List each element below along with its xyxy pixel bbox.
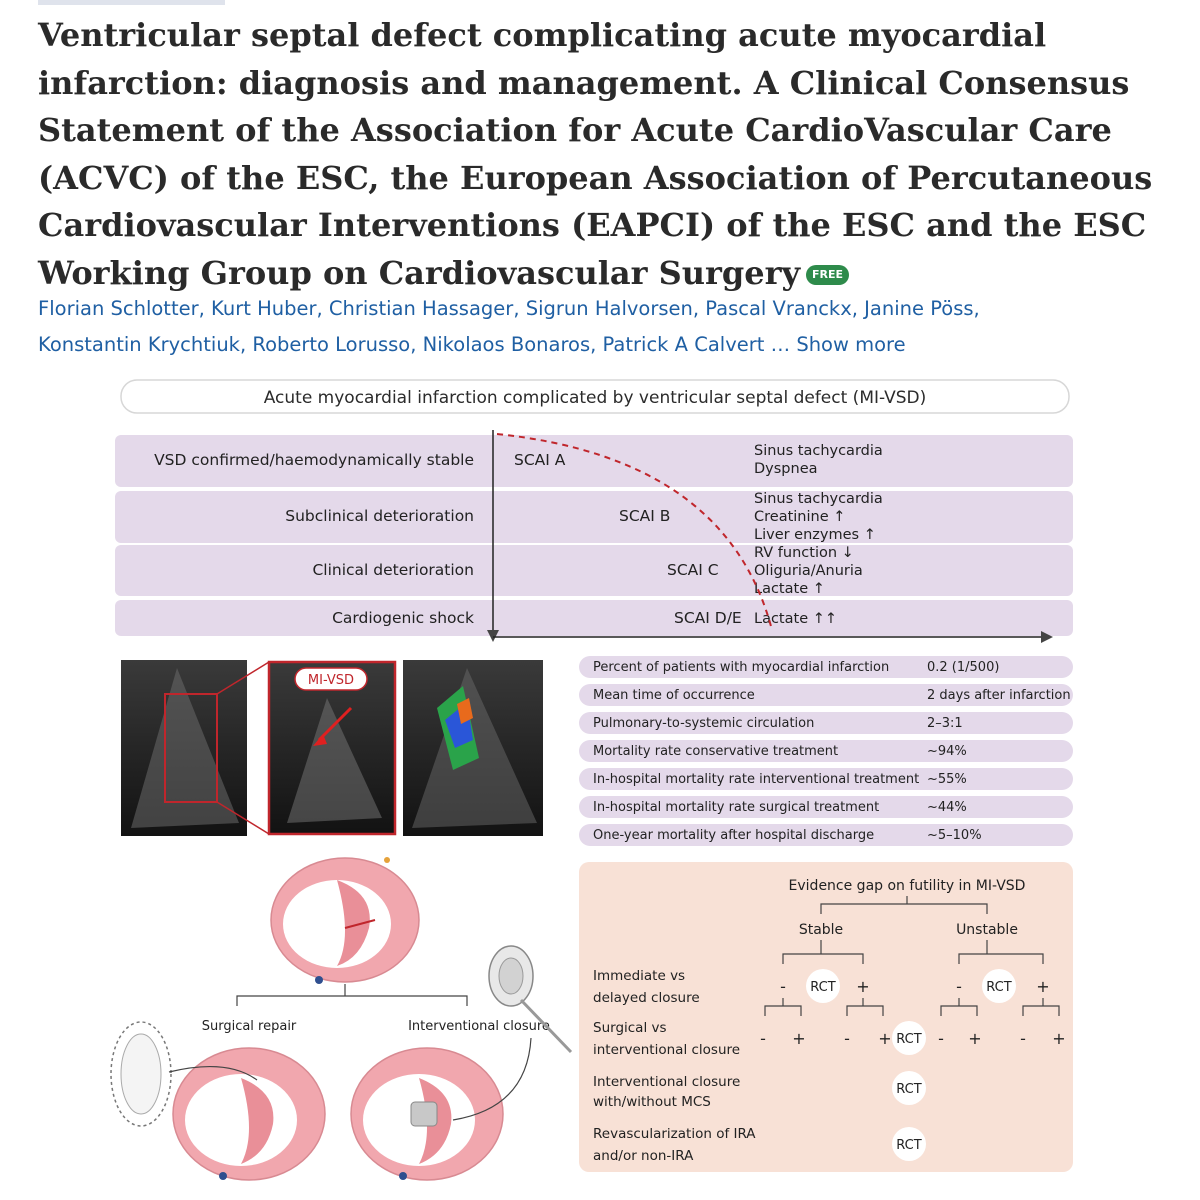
stat-value: 0.2 (1/500) bbox=[927, 660, 1000, 675]
author-link[interactable]: Roberto Lorusso bbox=[252, 333, 411, 356]
stage-bar bbox=[115, 491, 1073, 543]
article-title-text: Ventricular septal defect complicating acute myocardial infarction: diagnosis and management. A Clinical Consensus Statement of the Association for Acute CardioVascular Care (ACVC) of the ESC, the European Association of Percutaneous Cardiovascular Interventions (EAPCI) of the ESC and the ESC Working Group on Cardiovascular Surgery bbox=[38, 16, 1153, 292]
heart-illustration-interventional bbox=[351, 1048, 503, 1180]
heart-illustration-top bbox=[271, 857, 419, 984]
plus-sign: + bbox=[878, 1029, 892, 1048]
stat-label: Mortality rate conservative treatment bbox=[593, 744, 839, 759]
plus-sign: + bbox=[856, 977, 870, 996]
evidence-question: Immediate vs bbox=[593, 968, 686, 984]
stat-value: ~94% bbox=[927, 744, 967, 759]
stat-label: One-year mortality after hospital discharge bbox=[593, 828, 875, 843]
plus-sign: + bbox=[968, 1029, 982, 1048]
interventional-closure-label: Interventional closure bbox=[408, 1019, 550, 1034]
stat-value: ~55% bbox=[927, 772, 967, 787]
clinical-sign: Liver enzymes ↑ bbox=[754, 527, 876, 543]
minus-sign: - bbox=[1020, 1029, 1026, 1048]
stage-bar bbox=[115, 545, 1073, 596]
minus-sign: - bbox=[938, 1029, 944, 1048]
scai-stage: SCAI A bbox=[514, 451, 566, 469]
clinical-sign: Lactate ↑↑ bbox=[754, 611, 838, 627]
stage-bar bbox=[115, 600, 1073, 636]
stage-label: Clinical deterioration bbox=[312, 561, 474, 579]
clinical-sign: Sinus tachycardia bbox=[754, 491, 883, 507]
scai-stage: SCAI C bbox=[667, 561, 719, 579]
free-badge: FREE bbox=[806, 265, 849, 285]
stage-label: Cardiogenic shock bbox=[332, 609, 474, 627]
tab-indicator bbox=[38, 0, 225, 5]
minus-sign: - bbox=[844, 1029, 850, 1048]
plus-sign: + bbox=[1052, 1029, 1066, 1048]
evidence-question: interventional closure bbox=[593, 1042, 741, 1058]
clinical-sign: RV function ↓ bbox=[754, 545, 854, 561]
stable-label: Stable bbox=[798, 922, 844, 938]
author-list: Florian Schlotter, Kurt Huber, Christian Hassager, Sigrun Halvorsen, Pascal Vranckx, Janine Pöss, Konstantin Krychtiuk, Roberto Lorusso, Nikolaos Bonaros, Patrick A Calvert … Show more bbox=[38, 297, 980, 356]
stat-value: 2–3:1 bbox=[927, 716, 963, 731]
evidence-question: Revascularization of IRA bbox=[593, 1126, 756, 1142]
surgical-repair-label: Surgical repair bbox=[201, 1019, 297, 1034]
article-title bbox=[38, 12, 1168, 297]
author-link[interactable]: Florian Schlotter bbox=[38, 297, 199, 320]
stat-value: 2 days after infarction bbox=[927, 688, 1071, 703]
mi-vsd-label: MI-VSD bbox=[307, 673, 355, 688]
stat-value: ~44% bbox=[927, 800, 967, 815]
minus-sign: - bbox=[760, 1029, 766, 1048]
graphical-abstract-panel bbox=[107, 368, 1094, 1194]
author-link[interactable]: Nikolaos Bonaros bbox=[422, 333, 591, 356]
clinical-sign: Lactate ↑ bbox=[754, 581, 825, 597]
evidence-question: delayed closure bbox=[593, 990, 700, 1006]
stat-label: In-hospital mortality rate surgical treatment bbox=[593, 800, 880, 815]
unstable-label: Unstable bbox=[956, 922, 1018, 938]
scai-stage: SCAI B bbox=[619, 507, 671, 525]
evidence-question: and/or non-IRA bbox=[593, 1148, 694, 1164]
author-link[interactable]: Sigrun Halvorsen bbox=[525, 297, 693, 320]
minus-sign: - bbox=[780, 977, 786, 996]
stage-label: VSD confirmed/haemodynamically stable bbox=[154, 451, 474, 469]
stage-label: Subclinical deterioration bbox=[285, 507, 474, 525]
author-link[interactable]: Konstantin Krychtiuk bbox=[38, 333, 240, 356]
evidence-question: Interventional closure bbox=[593, 1074, 741, 1090]
stat-label: Mean time of occurrence bbox=[593, 688, 755, 703]
clinical-sign: Dyspnea bbox=[754, 461, 818, 477]
rct-label: RCT bbox=[810, 980, 836, 995]
plus-sign: + bbox=[792, 1029, 806, 1048]
evidence-question: with/without MCS bbox=[593, 1094, 711, 1110]
rct-label: RCT bbox=[896, 1138, 922, 1153]
clinical-sign: Creatinine ↑ bbox=[754, 509, 846, 525]
stat-label: In-hospital mortality rate interventional treatment bbox=[593, 772, 920, 787]
author-link[interactable]: Kurt Huber bbox=[211, 297, 317, 320]
rct-label: RCT bbox=[896, 1082, 922, 1097]
rct-label: RCT bbox=[896, 1032, 922, 1047]
clinical-sign: Oliguria/Anuria bbox=[754, 563, 863, 579]
figure-header: Acute myocardial infarction complicated by ventricular septal defect (MI-VSD) bbox=[263, 388, 927, 408]
show-more-link[interactable]: Show more bbox=[796, 333, 906, 356]
graphical-abstract bbox=[107, 368, 1094, 1194]
patch-illustration bbox=[111, 1022, 171, 1126]
author-link[interactable]: Janine Pöss bbox=[864, 297, 974, 320]
rct-label: RCT bbox=[986, 980, 1012, 995]
stat-label: Percent of patients with myocardial infarction bbox=[593, 660, 890, 675]
evidence-question: Surgical vs bbox=[593, 1020, 667, 1036]
author-link[interactable]: Patrick A Calvert bbox=[602, 333, 765, 356]
author-link[interactable]: Pascal Vranckx bbox=[705, 297, 852, 320]
stat-label: Pulmonary-to-systemic circulation bbox=[593, 716, 815, 731]
minus-sign: - bbox=[956, 977, 962, 996]
scai-stage: SCAI D/E bbox=[674, 609, 742, 627]
stat-value: ~5–10% bbox=[927, 828, 982, 843]
plus-sign: + bbox=[1036, 977, 1050, 996]
author-link[interactable]: Christian Hassager bbox=[328, 297, 514, 320]
evidence-gap-title: Evidence gap on futility in MI-VSD bbox=[788, 878, 1026, 894]
clinical-sign: Sinus tachycardia bbox=[754, 443, 883, 459]
